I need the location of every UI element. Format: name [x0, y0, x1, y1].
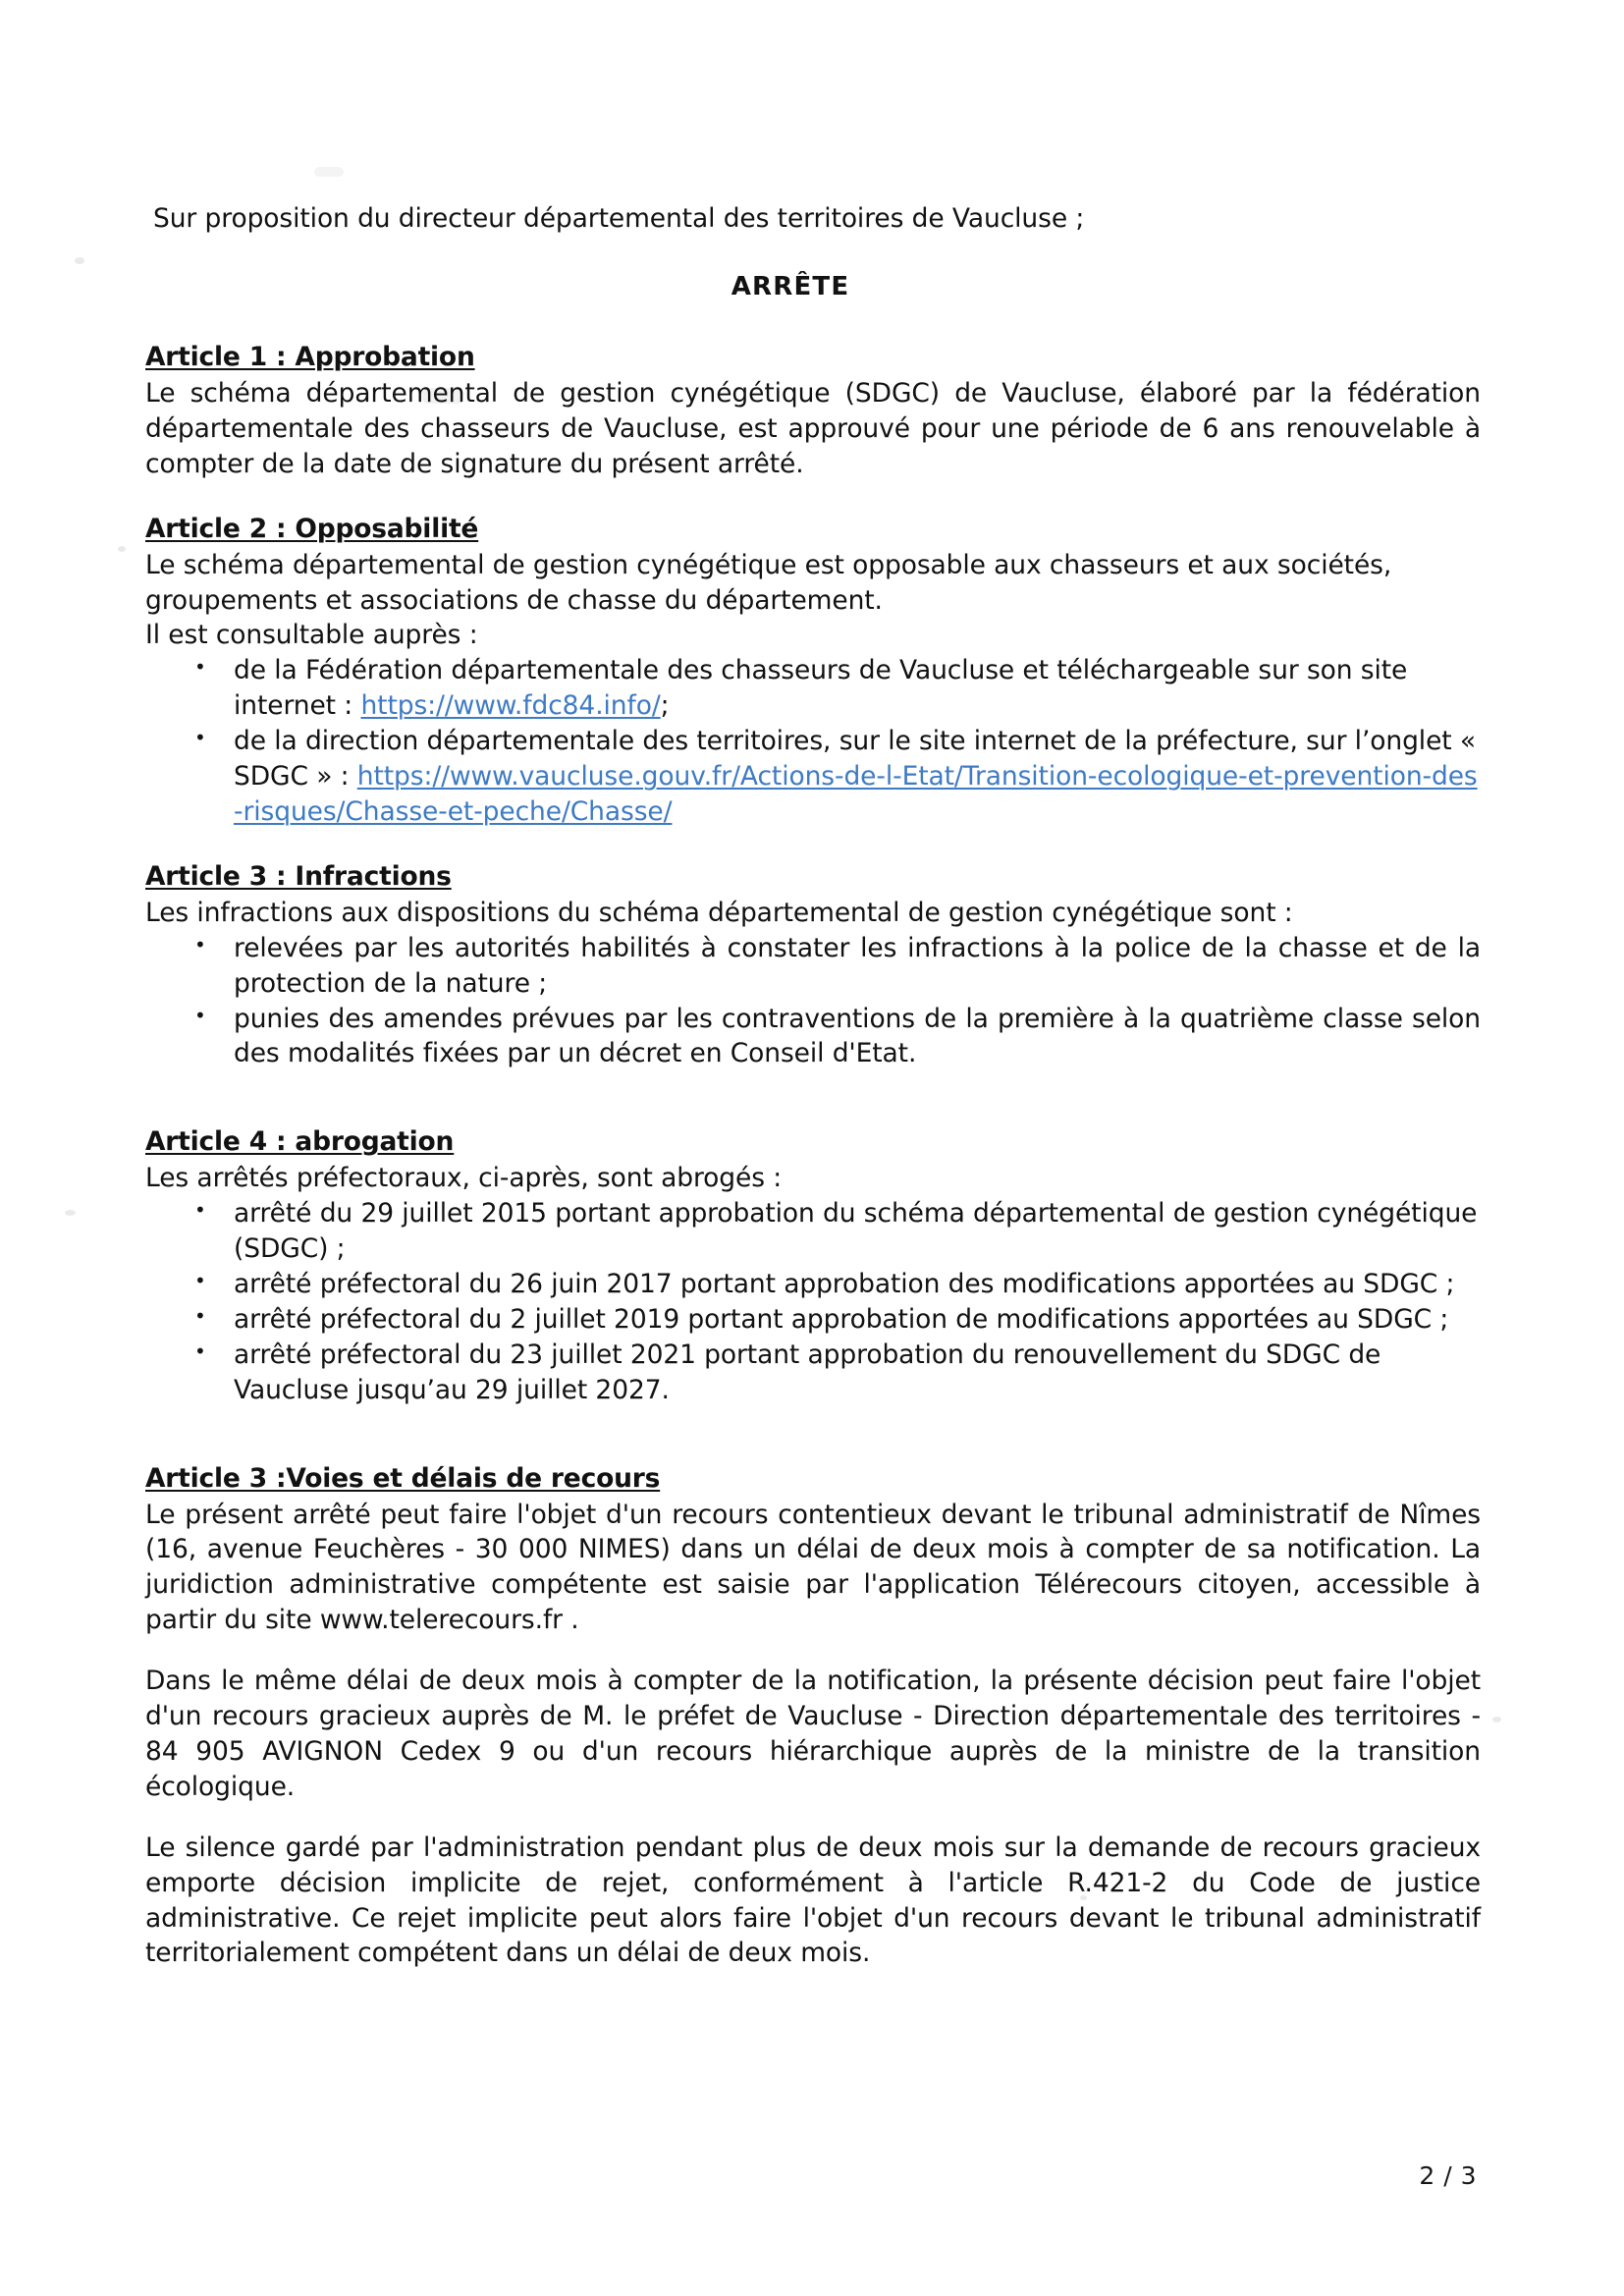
- article-3-bullet-list: [145, 931, 1481, 1072]
- scan-speck: [65, 1210, 76, 1216]
- article-2-body-line-1: Le schéma départemental de gestion cynégétique est opposable aux chasseurs et aux sociétés, groupements et associations de chasse du département.: [145, 549, 1392, 616]
- article-1-body: Le schéma départemental de gestion cynégétique (SDGC) de Vaucluse, élaboré par la fédération départementale des chasseurs de Vaucluse, est approuvé pour une période de 6 ans renouvelable à compter de la date de signature du présent arrêté.: [145, 378, 1481, 479]
- article-2-bullet-list: [145, 653, 1481, 830]
- bullet-text: de la Fédération départementale des chasseurs de Vaucluse et téléchargeable sur son site internet :: [234, 655, 1408, 722]
- scan-speck: [118, 546, 126, 552]
- proposal-line: Sur proposition du directeur départemental des territoires de Vaucluse ;: [153, 203, 1085, 234]
- section-article-2: [145, 512, 1481, 830]
- scan-speck: [1492, 1717, 1501, 1722]
- article-voies-recours-heading: Article 3 :Voies et délais de recours: [145, 1462, 661, 1494]
- bullet-text: de la direction départementale des territoires, sur le site internet de la préfecture, sur l’onglet « SDGC » :: [234, 726, 1476, 793]
- article-4-bullet-list: [145, 1196, 1481, 1407]
- article-2-body-line-2: Il est consultable auprès :: [145, 620, 478, 651]
- list-item: • punies des amendes prévues par les contraventions de la première à la quatrième classe selon des modalités fixées par un décret en Conseil d'Etat.: [145, 1002, 1481, 1072]
- article-4-body: Les arrêtés préfectoraux, ci-après, sont abrogés :: [145, 1163, 783, 1194]
- page-number: 2 / 3: [1419, 2161, 1477, 2190]
- list-item: [145, 653, 1481, 724]
- document-body: [145, 201, 1481, 1971]
- voies-recours-paragraph-2: Dans le même délai de deux mois à compter de la notification, la présente décision peut faire l'objet d'un recours gracieux auprès de M. le préfet de Vaucluse - Direction départementale des territoires - 84 905 AVIGNON Cedex 9 ou d'un recours hiérarchique auprès de la ministre de la transition écologique.: [145, 1666, 1481, 1802]
- section-article-4: [145, 1124, 1481, 1407]
- list-item: • arrêté du 29 juillet 2015 portant approbation du schéma départemental de gestion cynégétique (SDGC) ;: [145, 1196, 1481, 1267]
- voies-recours-paragraph-1: Le présent arrêté peut faire l'objet d'un recours contentieux devant le tribunal administratif de Nîmes (16, avenue Feuchères - 30 000 NIMES) dans un délai de deux mois à compter de sa notification. La juridiction administrative compétente est saisie par l'application Télérecours citoyen, accessible à partir du site www.telerecours.fr .: [145, 1499, 1481, 1636]
- fdc84-link[interactable]: https://www.fdc84.info/: [360, 690, 661, 722]
- list-item: • relevées par les autorités habilités à constater les infractions à la police de la chasse et de la protection de la nature ;: [145, 931, 1481, 1002]
- article-2-heading: Article 2 : Opposabilité: [145, 513, 479, 544]
- list-item: • arrêté préfectoral du 2 juillet 2019 portant approbation de modifications apportées au SDGC ;: [145, 1302, 1481, 1338]
- decree-keyword: ARRÊTE: [731, 271, 850, 301]
- article-3-infractions-body: Les infractions aux dispositions du schéma départemental de gestion cynégétique sont :: [145, 897, 1293, 928]
- section-article-3-infractions: [145, 859, 1481, 1071]
- section-article-1: [145, 340, 1481, 482]
- voies-recours-paragraph-3: Le silence gardé par l'administration pendant plus de deux mois sur la demande de recours gracieux emporte décision implicite de rejet, conformément à l'article R.421-2 du Code de justice administrative. Ce rejet implicite peut alors faire l'objet d'un recours devant le tribunal administratif territorialement compétent dans un délai de deux mois.: [145, 1831, 1481, 1969]
- section-voies-recours: [145, 1461, 1481, 1972]
- article-1-heading: Article 1 : Approbation: [145, 342, 475, 373]
- list-item: • arrêté préfectoral du 26 juin 2017 portant approbation des modifications apportées au SDGC ;: [145, 1267, 1481, 1302]
- scan-speck: [314, 167, 344, 177]
- article-3-infractions-heading: Article 3 : Infractions: [145, 860, 452, 892]
- list-item: • arrêté préfectoral du 23 juillet 2021 portant approbation du renouvellement du SDGC de Vaucluse jusqu’au 29 juillet 2027.: [145, 1338, 1481, 1408]
- vaucluse-gouv-link[interactable]: https://www.vaucluse.gouv.fr/Actions-de-l-Etat/Transition-ecologique-et-prevention-des-risques/Chasse-et-peche/Chasse/: [234, 761, 1478, 827]
- bullet-suffix: ;: [660, 690, 670, 722]
- list-item: [145, 724, 1481, 830]
- scan-speck: [75, 257, 84, 264]
- article-4-heading: Article 4 : abrogation: [145, 1126, 455, 1158]
